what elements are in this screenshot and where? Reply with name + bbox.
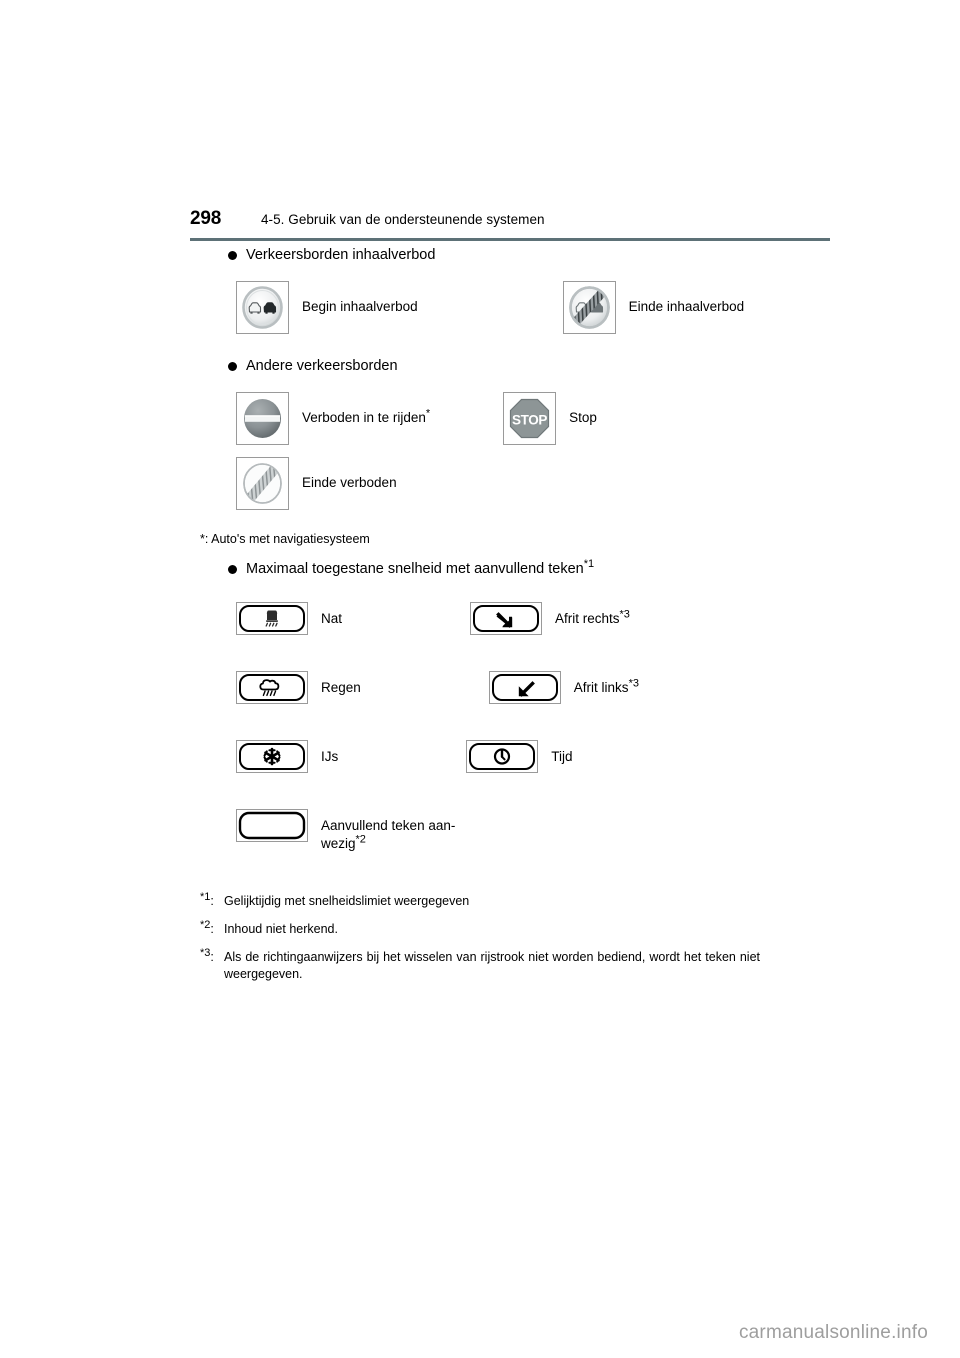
sign-label-text: Einde verboden bbox=[302, 475, 397, 491]
footnote-1 bbox=[200, 890, 760, 910]
sign-label-footnote-marker: *3 bbox=[628, 677, 639, 690]
no-entry-sign-graphic bbox=[237, 393, 288, 444]
sign-cell bbox=[236, 809, 477, 853]
sign-row bbox=[0, 740, 960, 773]
section-heading-speed-limit bbox=[228, 560, 960, 578]
footnote-text: Als de richtingaanwijzers bij het wisselen van rijstrook niet worden bediend, wordt het teken niet weergegeven. bbox=[224, 949, 760, 981]
section-heading-label: Andere verkeersborden bbox=[246, 358, 398, 375]
sign-grid-overtaking bbox=[0, 281, 960, 334]
page-header bbox=[0, 208, 960, 242]
sign-label-footnote-marker: * bbox=[425, 407, 431, 420]
bullet-dot-icon bbox=[228, 565, 237, 574]
sign-cell bbox=[503, 392, 597, 445]
page-number: 298 bbox=[190, 208, 222, 229]
sign-label-line1: Aanvullend teken aan- bbox=[321, 818, 456, 834]
exit-right-arrow-icon-graphic bbox=[471, 603, 541, 634]
header-divider bbox=[190, 238, 830, 241]
no-entry-sign bbox=[236, 392, 289, 445]
snowflake-icon bbox=[236, 740, 308, 773]
section-heading-other-signs bbox=[228, 357, 960, 375]
footnote-text: Gelijktijdig met snelheidslimiet weergegeven bbox=[224, 894, 470, 908]
sign-cell bbox=[236, 281, 418, 334]
sign-cell bbox=[236, 740, 338, 773]
end-of-restriction-sign bbox=[236, 457, 289, 510]
sign-label-text: Stop bbox=[569, 410, 597, 426]
footnote-marker-text: *2 bbox=[200, 918, 211, 931]
clock-icon bbox=[466, 740, 538, 773]
sign-cell bbox=[236, 602, 342, 635]
rain-cloud-icon bbox=[236, 671, 308, 704]
no-overtaking-start-sign bbox=[236, 281, 289, 334]
section-heading-label bbox=[246, 560, 594, 578]
footnote-marker-text: *1 bbox=[200, 890, 211, 903]
wet-road-icon-graphic bbox=[237, 603, 307, 634]
page-content bbox=[0, 246, 960, 983]
blank-supplementary-sign-icon-graphic bbox=[237, 810, 307, 841]
no-overtaking-end-sign-graphic bbox=[564, 282, 615, 333]
exit-left-arrow-icon bbox=[489, 671, 561, 704]
rain-cloud-icon-graphic bbox=[237, 672, 307, 703]
sign-label-text: Begin inhaalverbod bbox=[302, 299, 418, 315]
footnote-marker: $^{*1}$: bbox=[200, 890, 214, 908]
sign-cell bbox=[466, 740, 572, 773]
footnote-3 bbox=[200, 946, 760, 983]
stop-sign bbox=[503, 392, 556, 445]
sign-row bbox=[0, 281, 960, 334]
sign-row bbox=[0, 602, 960, 635]
clock-icon-graphic bbox=[467, 741, 537, 772]
no-overtaking-start-sign-graphic bbox=[237, 282, 288, 333]
section-heading-text: Maximaal toegestane snelheid met aanvullend teken bbox=[246, 561, 584, 578]
sign-label bbox=[321, 610, 342, 628]
page-title: 4-5. Gebruik van de ondersteunende systemen bbox=[261, 212, 545, 227]
exit-left-arrow-icon-graphic bbox=[490, 672, 560, 703]
exit-right-arrow-icon bbox=[470, 602, 542, 635]
footnote-text: Inhoud niet herkend. bbox=[224, 921, 338, 936]
sign-label bbox=[302, 474, 397, 492]
footnote-marker-text: *3 bbox=[200, 946, 211, 959]
sign-label-text: Afrit links bbox=[573, 680, 629, 696]
sign-label-text: Regen bbox=[321, 680, 361, 696]
sign-label-footnote-marker: *2 bbox=[355, 833, 366, 846]
sign-label bbox=[321, 748, 338, 766]
sign-label-line2-text: wezig bbox=[321, 836, 356, 852]
sign-cell bbox=[489, 671, 639, 704]
sign-label-footnote-marker: *3 bbox=[619, 608, 630, 621]
sign-row bbox=[0, 809, 960, 853]
sign-label-text: Afrit rechts bbox=[555, 611, 620, 627]
sign-cell bbox=[236, 457, 397, 510]
sign-cell bbox=[563, 281, 745, 334]
sign-grid-speed-limit bbox=[0, 602, 960, 853]
svg-text:STOP: STOP bbox=[512, 412, 548, 428]
footnote-2 bbox=[200, 918, 760, 938]
bullet-dot-icon bbox=[228, 251, 237, 260]
sign-label-line2 bbox=[321, 835, 477, 853]
sign-row bbox=[0, 392, 960, 445]
sign-row bbox=[0, 457, 960, 510]
sign-label bbox=[551, 748, 572, 766]
sign-label-text: Einde inhaalverbod bbox=[628, 299, 745, 315]
wet-road-icon bbox=[236, 602, 308, 635]
footnote-marker: $^{*3}$: bbox=[200, 946, 214, 964]
footnote-marker: $^{*2}$: bbox=[200, 918, 214, 936]
no-overtaking-end-sign bbox=[563, 281, 616, 334]
sign-row bbox=[0, 671, 960, 704]
sign-label bbox=[574, 679, 639, 697]
site-watermark: carmanualsonline.info bbox=[738, 1322, 928, 1343]
sign-label bbox=[629, 298, 745, 316]
section-heading-label: Verkeersborden inhaalverbod bbox=[246, 247, 436, 263]
sign-label bbox=[321, 817, 477, 853]
stop-sign-graphic bbox=[504, 393, 555, 444]
sign-label bbox=[302, 409, 430, 427]
snowflake-icon-graphic bbox=[237, 741, 307, 772]
sign-cell bbox=[236, 671, 361, 704]
section-heading-overtaking bbox=[228, 246, 960, 264]
sign-label-text: IJs bbox=[321, 749, 339, 765]
sign-label-text: Verboden in te rijden bbox=[302, 410, 426, 426]
sign-cell bbox=[470, 602, 630, 635]
section-heading-footnote-marker: *1 bbox=[583, 558, 595, 571]
sign-label-text: Nat bbox=[321, 611, 343, 627]
sign-label bbox=[302, 298, 418, 316]
blank-supplementary-sign-icon bbox=[236, 809, 308, 842]
sign-label-text: Tijd bbox=[551, 749, 573, 765]
bullet-dot-icon bbox=[228, 362, 237, 371]
sign-label bbox=[569, 409, 597, 427]
sign-label bbox=[555, 610, 630, 628]
sign-grid-other-signs bbox=[0, 392, 960, 510]
sign-cell bbox=[236, 392, 430, 445]
star-footnote: *: Auto's met navigatiesysteem bbox=[200, 532, 370, 547]
sign-label bbox=[321, 679, 361, 697]
end-of-restriction-sign-graphic bbox=[237, 458, 288, 509]
